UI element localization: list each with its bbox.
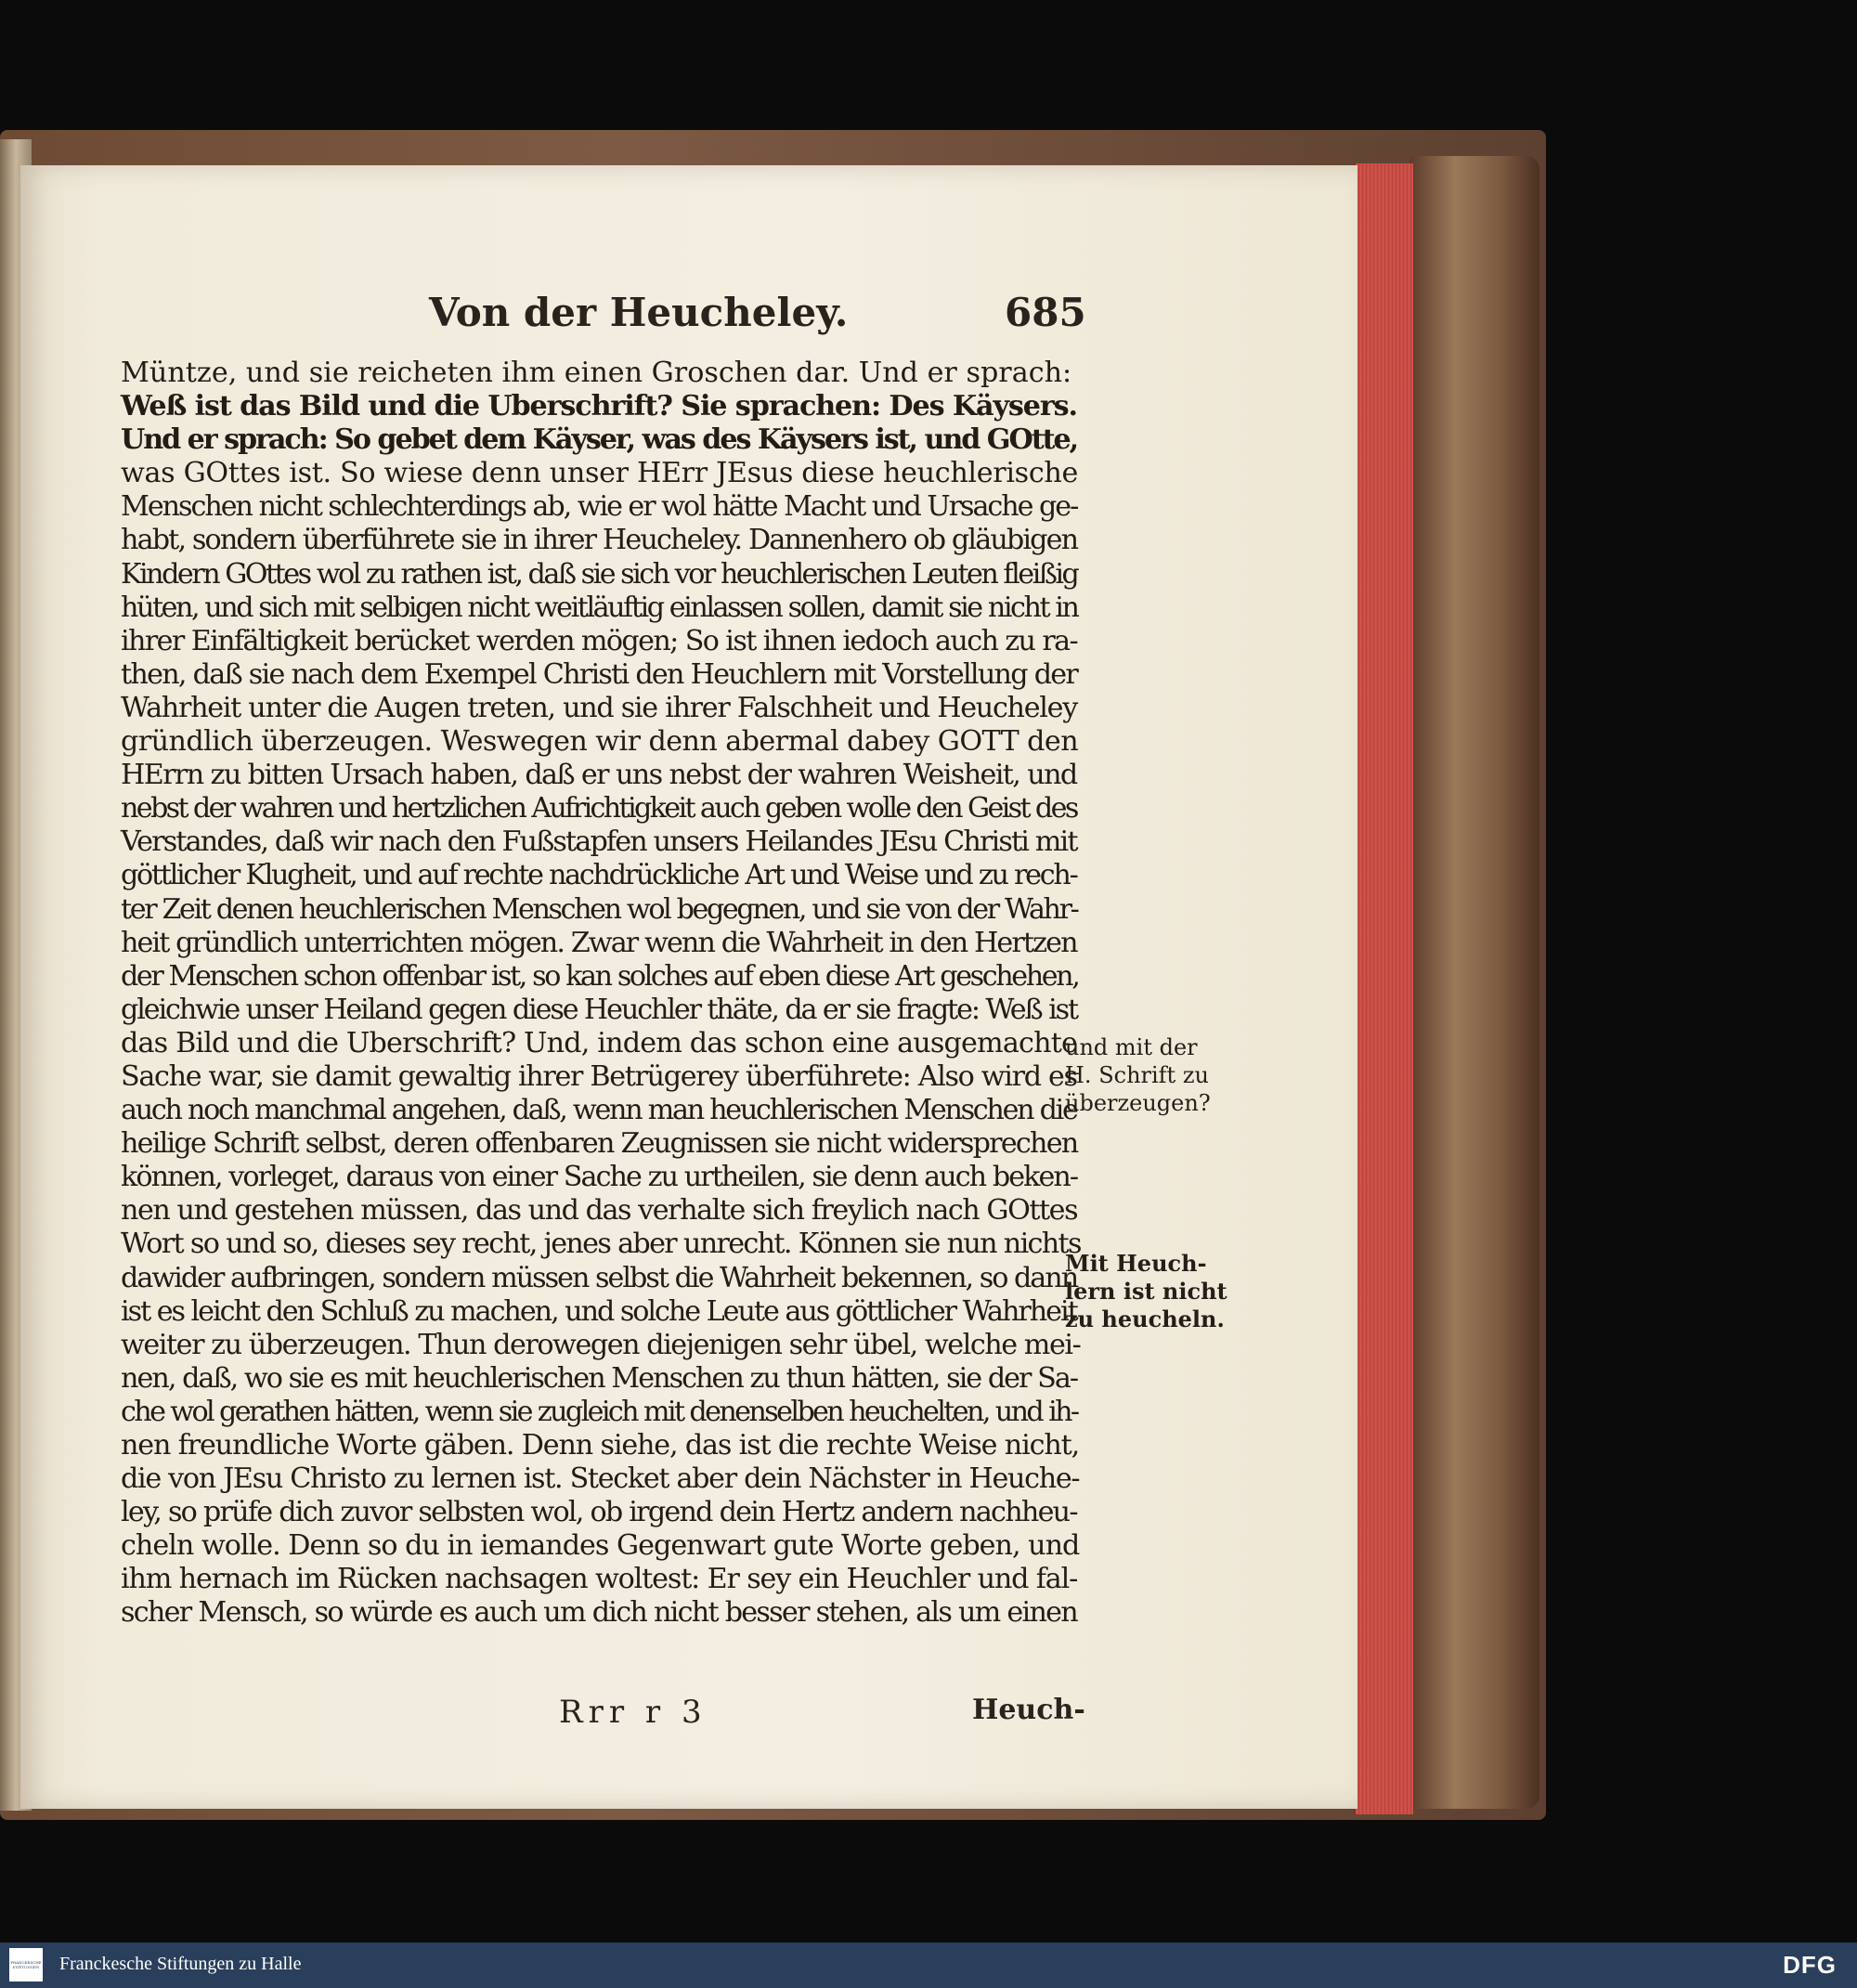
text-line: Menschen nicht schlechterdings ab, wie er wol hätte Macht und Ursache ge- [121, 490, 1078, 524]
text-line: cheln wolle. Denn so du in iemandes Gegenwart gute Worte geben, und [121, 1529, 1080, 1563]
margin-note-line: zu heucheln. [1065, 1306, 1225, 1332]
text-line: HErrn zu bitten Ursach haben, daß er uns nebst der wahren Weisheit, und [121, 759, 1077, 792]
body-text [121, 357, 1081, 1631]
margin-note-line: Mit Heuch- [1065, 1250, 1207, 1277]
margin-note-line: überzeugen? [1065, 1090, 1211, 1116]
institution-logo[interactable] [9, 1948, 43, 1982]
text-line: gründlich überzeugen. Weswegen wir denn abermal dabey GOTT den [121, 725, 1079, 759]
text-line: ihrer Einfältigkeit berücket werden mögen; So ist ihnen iedoch auch zu ra- [121, 624, 1078, 657]
text-line: Verstandes, daß wir nach den Fußstapfen unsers Heilandes JEsu Christi mit [121, 825, 1077, 859]
text-line: auch noch manchmal angehen, daß, wenn man heuchlerischen Menschen die [121, 1094, 1077, 1127]
dfg-logo[interactable]: DFG [1783, 1951, 1837, 1979]
signature-mark: Rrr r 3 [559, 1694, 708, 1731]
text-line: Wahrheit unter die Augen treten, und sie ihrer Falschheit und Heucheley [121, 691, 1077, 724]
text-line: Und er sprach: So gebet dem Käyser, was des Käysers ist, und GOtte, [121, 423, 1078, 457]
text-line: Wort so und so, dieses sey recht, jenes aber unrecht. Können sie nun nichts [121, 1228, 1081, 1261]
text-line: scher Mensch, so würde es auch um dich nicht besser stehen, als um einen [121, 1596, 1077, 1630]
text-line: Kindern GOttes wol zu rathen ist, daß sie sich vor heuchlerischen Leuten fleißig [121, 557, 1078, 591]
institution-name[interactable]: Franckesche Stiftungen zu Halle [59, 1954, 302, 1974]
logo-text: FRANCKESCHE STIFTUNGEN [10, 1960, 42, 1969]
back-cover-board [1409, 156, 1539, 1809]
text-line: then, daß sie nach dem Exempel Christi den Heuchlern mit Vorstellung der [121, 657, 1078, 691]
margin-note-line: und mit der [1065, 1034, 1198, 1060]
margin-note-line: H. Schrift zu [1065, 1062, 1209, 1088]
margin-note [1065, 1033, 1211, 1117]
text-line: die von JEsu Christo zu lernen ist. Stecket aber dein Nächster in Heuche- [121, 1462, 1080, 1496]
text-line: Weß ist das Bild und die Uberschrift? Sie sprachen: Des Käysers. [121, 390, 1077, 423]
page-title: Von der Heucheley. [429, 290, 849, 335]
text-line: ter Zeit denen heuchlerischen Menschen wol begegnen, und sie von der Wahr- [121, 892, 1078, 926]
text-line: göttlicher Klugheit, und auf rechte nachdrückliche Art und Weise und zu rech- [121, 859, 1077, 892]
text-line: ley, so prüfe dich zuvor selbsten wol, ob irgend dein Hertz andern nachheu- [121, 1496, 1077, 1529]
text-line: das Bild und die Uberschrift? Und, indem das schon eine ausgemachte [121, 1026, 1078, 1059]
page-number: 685 [1005, 290, 1086, 335]
margin-note [1065, 1250, 1227, 1333]
text-line: ist es leicht den Schluß zu machen, und solche Leute aus göttlicher Wahrheit [121, 1294, 1077, 1328]
text-line: Müntze, und sie reicheten ihm einen Groschen dar. Und er sprach: [121, 357, 1072, 389]
footer-bar [0, 1943, 1857, 1988]
book-page [20, 165, 1357, 1809]
book [0, 130, 1546, 1820]
text-line: können, vorleget, daraus von einer Sache zu urtheilen, sie denn auch beken- [121, 1161, 1078, 1194]
text-line: nebst der wahren und hertzlichen Aufrichtigkeit auch geben wolle den Geist des [121, 792, 1077, 825]
text-line: heit gründlich unterrichten mögen. Zwar wenn die Wahrheit in den Hertzen [121, 926, 1077, 959]
running-head [20, 290, 1357, 345]
catchword: Heuch- [972, 1694, 1085, 1726]
text-line: was GOttes ist. So wiese denn unser HErr JEsus diese heuchlerische [121, 457, 1079, 490]
red-page-edges [1354, 163, 1413, 1814]
text-line: habt, sondern überführete sie in ihrer Heucheley. Dannenhero ob gläubigen [121, 524, 1078, 557]
text-line: Sache war, sie damit gewaltig ihrer Betrügerey überführete: Also wird es [121, 1059, 1077, 1093]
text-line: nen, daß, wo sie es mit heuchlerischen Menschen zu thun hätten, sie der Sa- [121, 1361, 1078, 1395]
margin-note-line: lern ist nicht [1065, 1278, 1227, 1305]
text-line: weiter zu überzeugen. Thun derowegen diejenigen sehr übel, welche mei- [121, 1328, 1081, 1361]
text-line: nen freundliche Worte gäben. Denn siehe, das ist die rechte Weise nicht, [121, 1429, 1080, 1462]
text-line: hüten, und sich mit selbigen nicht weitläuftig einlassen sollen, damit sie nicht in [121, 591, 1078, 624]
text-line: nen und gestehen müssen, das und das verhalte sich freylich nach GOttes [121, 1194, 1078, 1228]
text-line: dawider aufbringen, sondern müssen selbst die Wahrheit bekennen, so dann [121, 1261, 1078, 1294]
text-line: che wol gerathen hätten, wenn sie zugleich mit denenselben heuchelten, und ih- [121, 1395, 1078, 1428]
text-line: ihm hernach im Rücken nachsagen woltest: Er sey ein Heuchler und fal- [121, 1563, 1078, 1596]
text-line: gleichwie unser Heiland gegen diese Heuchler thäte, da er sie fragte: Weß ist [121, 993, 1077, 1026]
text-line: der Menschen schon offenbar ist, so kan solches auf eben diese Art geschehen, [121, 959, 1079, 993]
text-line: heilige Schrift selbst, deren offenbaren Zeugnissen sie nicht widersprechen [121, 1127, 1078, 1161]
